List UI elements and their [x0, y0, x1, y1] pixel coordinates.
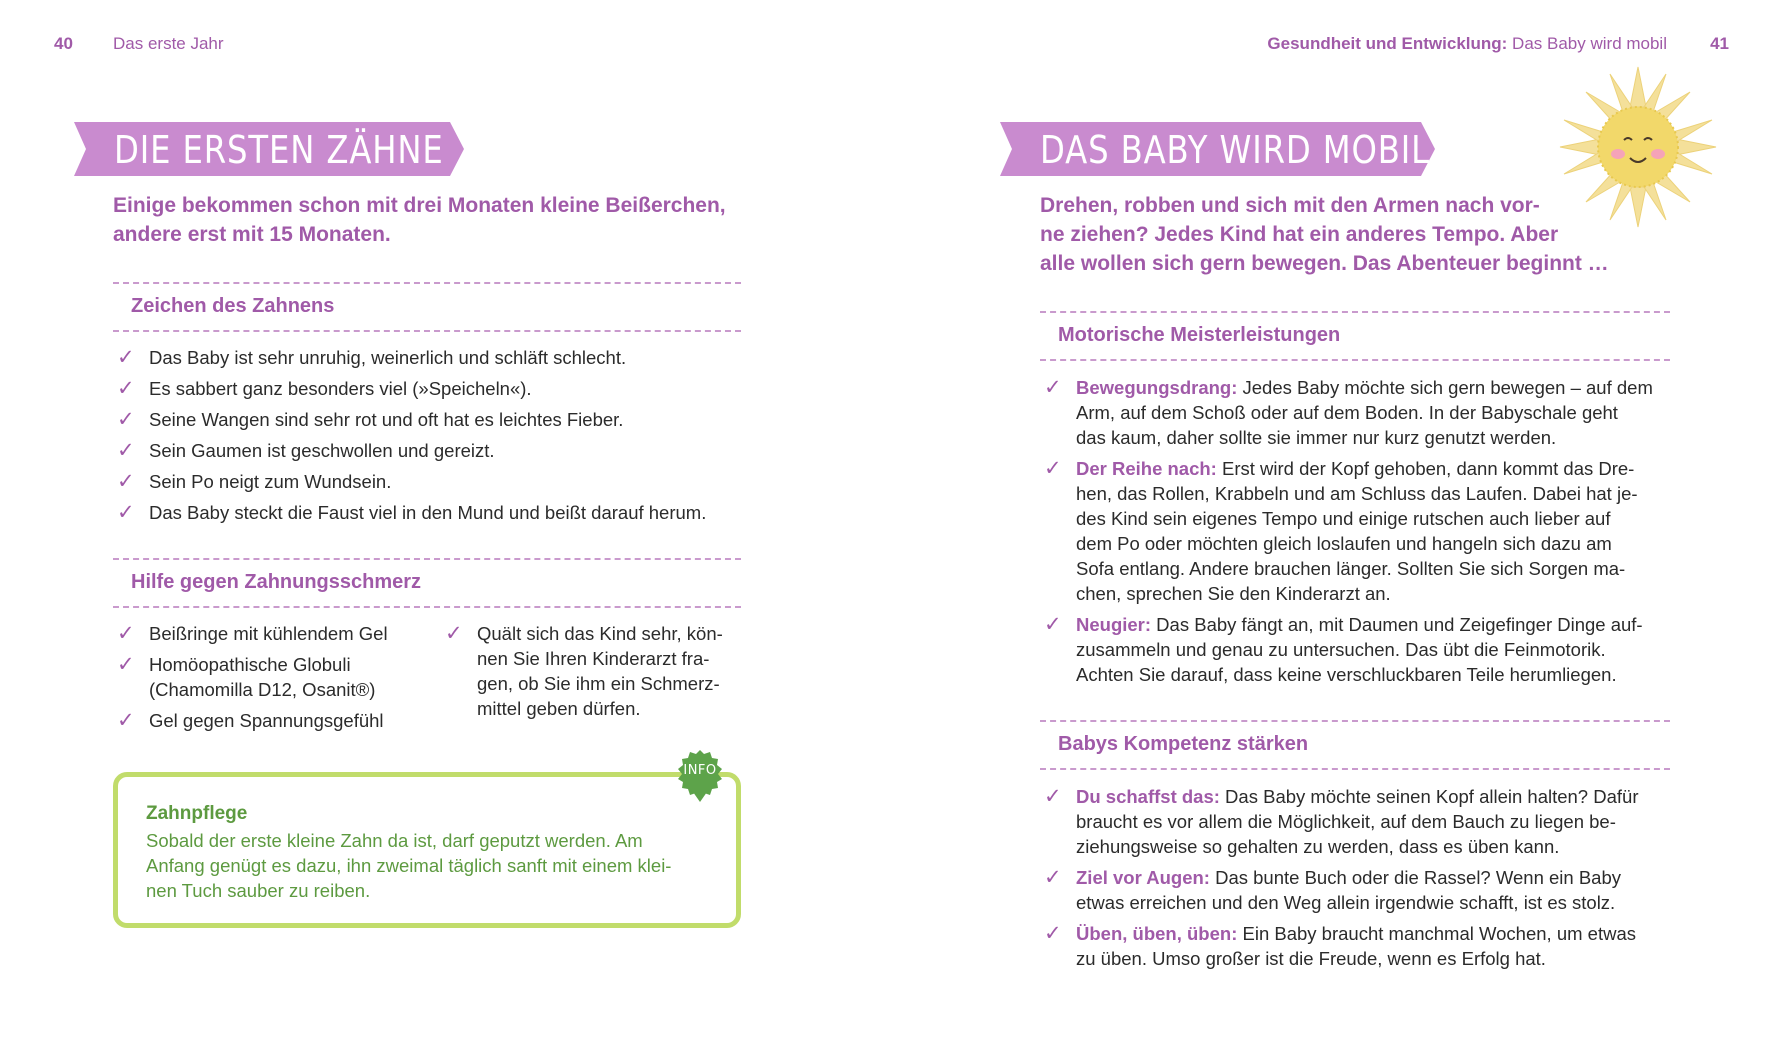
- lead-line: Drehen, robben und sich mit den Armen nach vor-: [1040, 194, 1540, 217]
- checkmark-icon: ✓: [117, 376, 135, 400]
- checkmark-icon: ✓: [117, 438, 135, 462]
- checklist-signs: [113, 345, 753, 525]
- sun-icon: [1558, 62, 1718, 232]
- running-head: [1267, 34, 1667, 54]
- section-heading: [113, 558, 741, 608]
- list-item: ✓ Sein Po neigt zum Wundsein.: [117, 469, 392, 493]
- running-head-section: Gesundheit und Entwicklung:: [1267, 34, 1508, 53]
- list-item: ✓ Das Baby steckt die Faust viel in den Mund und beißt darauf herum.: [117, 500, 707, 524]
- list-item: ✓ Sein Gaumen ist geschwollen und gereizt.: [117, 438, 495, 462]
- item-term: Bewegungsdrang:: [1076, 377, 1238, 398]
- info-title: Zahnpflege: [146, 803, 248, 824]
- list-item: ✓ Bewegungsdrang: Jedes Baby möchte sich gern bewegen – auf dem Arm, auf dem Schoß oder auf dem Boden. In der Babyschale geht das kaum, daher sollte sie immer nur kurz genutzt werden.: [1044, 375, 1653, 448]
- checkmark-icon: ✓: [117, 652, 135, 676]
- checkmark-icon: ✓: [1044, 921, 1062, 945]
- info-box: [113, 772, 741, 928]
- page-title: DIE ERSTEN ZÄHNE: [114, 128, 444, 172]
- title-banner: [74, 122, 464, 176]
- checklist-motor-skills: [1040, 375, 1680, 687]
- item-term: Üben, üben, üben:: [1076, 923, 1238, 944]
- checkmark-icon: ✓: [117, 500, 135, 524]
- page-number: 40: [54, 34, 73, 53]
- left-page: [0, 0, 885, 1062]
- section-heading-label: Hilfe gegen Zahnungsschmerz: [131, 571, 422, 593]
- list-item: ✓ Homöopathische Globuli (Chamomilla D12, Osanit®): [117, 652, 376, 700]
- page-number: 41: [1710, 34, 1729, 53]
- section-heading-label: Babys Kompetenz stärken: [1058, 733, 1309, 755]
- sun-illustration: [1558, 62, 1718, 232]
- list-item: ✓ Gel gegen Spannungsgefühl: [117, 708, 384, 732]
- checkmark-icon: ✓: [1044, 784, 1062, 808]
- page-title: DAS BABY WIRD MOBIL: [1040, 128, 1430, 172]
- list-item: ✓ Üben, üben, üben: Ein Baby braucht manchmal Wochen, um etwas zu üben. Umso großer ist die Freude, wenn es Erfolg hat.: [1044, 921, 1636, 969]
- checklist-remedies-col2: [441, 621, 741, 721]
- item-term: Du schaffst das:: [1076, 786, 1220, 807]
- checkmark-icon: ✓: [117, 621, 135, 645]
- checkmark-icon: ✓: [1044, 456, 1062, 480]
- list-item: ✓ Es sabbert ganz besonders viel (»Speicheln«).: [117, 376, 532, 400]
- running-head: Das erste Jahr: [113, 34, 224, 53]
- checkmark-icon: ✓: [117, 345, 135, 369]
- item-term: Ziel vor Augen:: [1076, 867, 1210, 888]
- info-text: Sobald der erste kleine Zahn da ist, darf geputzt werden. Am Anfang genügt es dazu, ihn zweimal täglich sanft mit einem klei- nen Tuch sauber zu reiben.: [146, 830, 672, 901]
- info-badge-label: INFO: [683, 763, 717, 778]
- checkmark-icon: ✓: [117, 708, 135, 732]
- lead-line: andere erst mit 15 Monaten.: [113, 223, 391, 246]
- checkmark-icon: ✓: [1044, 375, 1062, 399]
- checkmark-icon: ✓: [117, 407, 135, 431]
- section-heading: [1040, 720, 1670, 770]
- list-item: ✓ Du schaffst das: Das Baby möchte seinen Kopf allein halten? Dafür braucht es vor allem die Möglichkeit, auf dem Bauch zu liegen be- ziehungsweise so gehalten zu werden, dass es üben kann.: [1044, 784, 1639, 857]
- list-item: ✓ Das Baby ist sehr unruhig, weinerlich und schläft schlecht.: [117, 345, 627, 369]
- checkmark-icon: ✓: [445, 621, 463, 645]
- list-item: ✓ Der Reihe nach: Erst wird der Kopf gehoben, dann kommt das Dre- hen, das Rollen, Krabbeln und am Schluss das Laufen. Dabei hat je- des Kind sein eigenes Tempo und einige rutschen auch lieber auf dem Po oder möchten gleich loslaufen und hangeln sich dazu am Sofa entlang. Andere brauchen länger. Sollten Sie sich Sorgen ma- chen, sprechen Sie den Kinderarzt an.: [1044, 456, 1638, 604]
- item-term: Neugier:: [1076, 614, 1152, 635]
- item-term: Der Reihe nach:: [1076, 458, 1217, 479]
- lead-text: [113, 191, 753, 249]
- running-head-topic: Das Baby wird mobil: [1512, 34, 1667, 53]
- list-item: ✓ Seine Wangen sind sehr rot und oft hat es leichtes Fieber.: [117, 407, 624, 431]
- section-heading: [1040, 311, 1670, 361]
- list-item: ✓ Neugier: Das Baby fängt an, mit Daumen und Zeigefinger Dinge auf- zusammeln und genau zu untersuchen. Das übt die Feinmotorik. Achten Sie darauf, dass keine verschluckbaren Teile herumliegen.: [1044, 612, 1643, 685]
- list-item: ✓ Ziel vor Augen: Das bunte Buch oder die Rassel? Wenn ein Baby etwas erreichen und den Weg allein irgendwie schafft, ist es stolz.: [1044, 865, 1621, 913]
- checkmark-icon: ✓: [117, 469, 135, 493]
- info-badge: [675, 748, 725, 804]
- title-banner: [1000, 122, 1435, 176]
- checklist-competence: [1040, 784, 1680, 971]
- lead-line: Einige bekommen schon mit drei Monaten kleine Beißerchen,: [113, 194, 726, 217]
- section-heading-label: Zeichen des Zahnens: [131, 295, 335, 317]
- checkmark-icon: ✓: [1044, 612, 1062, 636]
- lead-line: alle wollen sich gern bewegen. Das Abenteuer beginnt …: [1040, 252, 1609, 275]
- checkmark-icon: ✓: [1044, 865, 1062, 889]
- checklist-remedies-col1: [113, 621, 423, 733]
- list-item: ✓ Beißringe mit kühlendem Gel: [117, 621, 388, 645]
- lead-line: ne ziehen? Jedes Kind hat ein anderes Tempo. Aber: [1040, 223, 1559, 246]
- section-heading-label: Motorische Meisterleistungen: [1058, 324, 1341, 346]
- list-item: ✓ Quält sich das Kind sehr, kön- nen Sie Ihren Kinderarzt fra- gen, ob Sie ihm ein Schmerz- mittel geben dürfen.: [445, 621, 723, 719]
- section-heading: [113, 282, 741, 332]
